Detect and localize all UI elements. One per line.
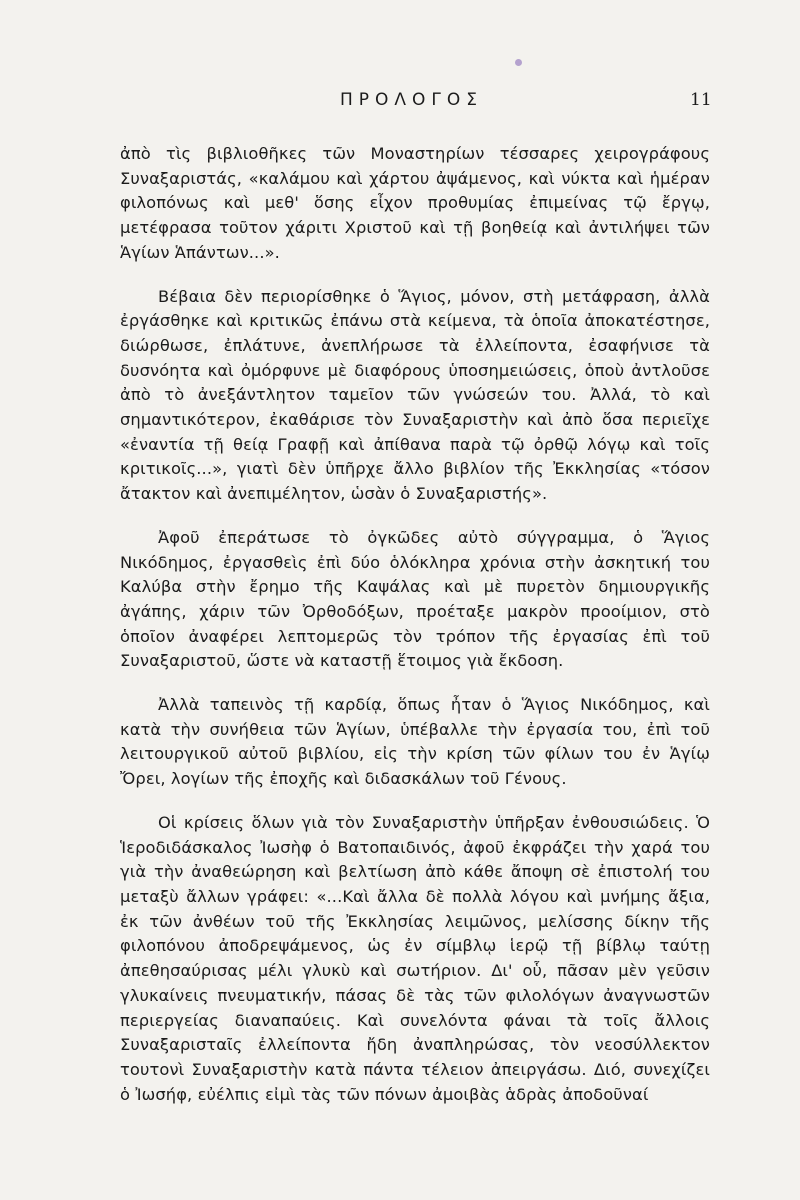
page-number: 11: [690, 90, 712, 110]
ink-spot: [515, 59, 522, 66]
paragraph-3: Ἀφοῦ ἐπεράτωσε τὸ ὀγκῶδες αὐτὸ σύγγραμμα, ὁ Ἅγιος Νικόδημος, ἐργασθεὶς ἐπὶ δύο ὁλόκληρα χρόνια στὴν ἀσκητική του Καλύβα στὴν ἔρημο τῆς Καψάλας καὶ μὲ πυρετὸν δημιουργικῆς ἀγάπης, χάριν τῶν Ὀρθοδόξων, προέταξε μακρὸν προοίμιον, στὸ ὁποῖον ἀναφέρει λεπτομερῶς τὸν τρόπον τῆς ἐργασίας ἐπὶ τοῦ Συναξαριστοῦ, ὥστε νὰ καταστῇ ἕτοιμος γιὰ ἔκδοση.: [120, 527, 710, 671]
paragraph-2: Βέβαια δὲν περιορίσθηκε ὁ Ἅγιος, μόνον, στὴ μετάφραση, ἀλλὰ ἐργάσθηκε καὶ κριτικῶς ἐπάνω στὰ κείμενα, τὰ ὁποῖα ἀποκατέστησε, διώρθωσε, ἐπλάτυνε, ἀνεπλήρωσε τὰ ἐλλείποντα, ἐσαφήνισε τὰ δυσνόητα καὶ ὀμόρφυνε μὲ διαφόρους ὑποσημειώσεις, ὁποὺ ἀντλοῦσε ἀπὸ τὸ ἀνεξάντλητον ταμεῖον τῶν γνώσεών του. Ἀλλά, τὸ καὶ σημαντικότερον, ἐκαθάρισε τὸν Συναξαριστὴν καὶ ἀπὸ ὅσα περιεῖχε «ἐναντία τῇ θείᾳ Γραφῇ καὶ ἀπίθανα παρὰ τῷ ὀρθῷ λόγῳ καὶ τοῖς κριτικοῖς...», γιατὶ δὲν ὑπῆρχε ἄλλο βιβλίον τῆς Ἐκκλησίας «τόσον ἄτακτον καὶ ἀνεπιμέλητον, ὡσὰν ὁ Συναξαριστής».: [120, 286, 710, 504]
running-header: [0, 88, 800, 112]
body-text: [120, 142, 710, 1126]
paragraph-5: Οἱ κρίσεις ὅλων γιὰ τὸν Συναξαριστὴν ὑπῆρξαν ἐνθουσιώδεις. Ὁ Ἱεροδιδάσκαλος Ἰωσὴφ ὁ Βατοπαιδινός, ἀφοῦ ἐκφράζει τὴν χαρά του γιὰ τὴν ἀναθεώρηση καὶ βελτίωση ἀπὸ κάθε ἄποψη σὲ ἐπιστολή του μεταξὺ ἄλλων γράφει: «...Καὶ ἄλλα δὲ πολλὰ λόγου καὶ μνήμης ἄξια, ἐκ τῶν ἀνθέων τοῦ τῆς Ἐκκλησίας λειμῶνος, μελίσσης δίκην τῆς φιλοπόνου ἀποδρεψάμενος, ὡς ἐν σίμβλῳ ἱερῷ τῇ βίβλῳ ταύτῃ ἀπεθησαύρισας μέλι γλυκὺ καὶ σωτήριον. Δι' οὗ, πᾶσαν μὲν γεῦσιν γλυκαίνεις πνευματικήν, πάσας δὲ τὰς τῶν φιλολόγων ἀναγνωστῶν περιεργείας διαναπαύεις. Καὶ συνελόντα φάναι τὰ τοῖς ἄλλοις Συναξαρισταῖς ἐλλείποντα ἤδη ἀναπληρώσας, τὸν νεοσύλλεκτον τουτονὶ Συναξαριστὴν κατὰ πάντα τέλειον ἀπειργάσω. Διό, συνεχίζει ὁ Ἰωσήφ, εὐέλπις εἰμὶ τὰς τῶν πόνων ἀμοιβὰς ἁδρὰς ἀποδοῦναί: [120, 812, 710, 1104]
running-title: ΠΡΟΛΟΓΟΣ: [340, 90, 484, 110]
paragraph-1: ἀπὸ τὶς βιβλιοθῆκες τῶν Μοναστηρίων τέσσαρες χειρογράφους Συναξαριστάς, «καλάμου καὶ χάρτου ἀψάμενος, καὶ νύκτα καὶ ἡμέραν φιλοπόνως καὶ μεθ' ὅσης εἶχον προθυμίας ἐπιμείνας τῷ ἔργῳ, μετέφρασα τοῦτον χάριτι Χριστοῦ καὶ τῇ βοηθείᾳ καὶ ἀντιλήψει τῶν Ἁγίων Ἁπάντων...».: [120, 144, 710, 262]
paragraph-4: Ἀλλὰ ταπεινὸς τῇ καρδίᾳ, ὅπως ἦταν ὁ Ἅγιος Νικόδημος, καὶ κατὰ τὴν συνήθεια τῶν Ἁγίων, ὑπέβαλλε τὴν ἐργασία του, ἐπὶ τοῦ λειτουργικοῦ αὐτοῦ βιβλίου, εἰς τὴν κρίση τῶν φίλων του ἐν Ἁγίῳ Ὄρει, λογίων τῆς ἐποχῆς καὶ διδασκάλων τοῦ Γένους.: [120, 695, 710, 789]
